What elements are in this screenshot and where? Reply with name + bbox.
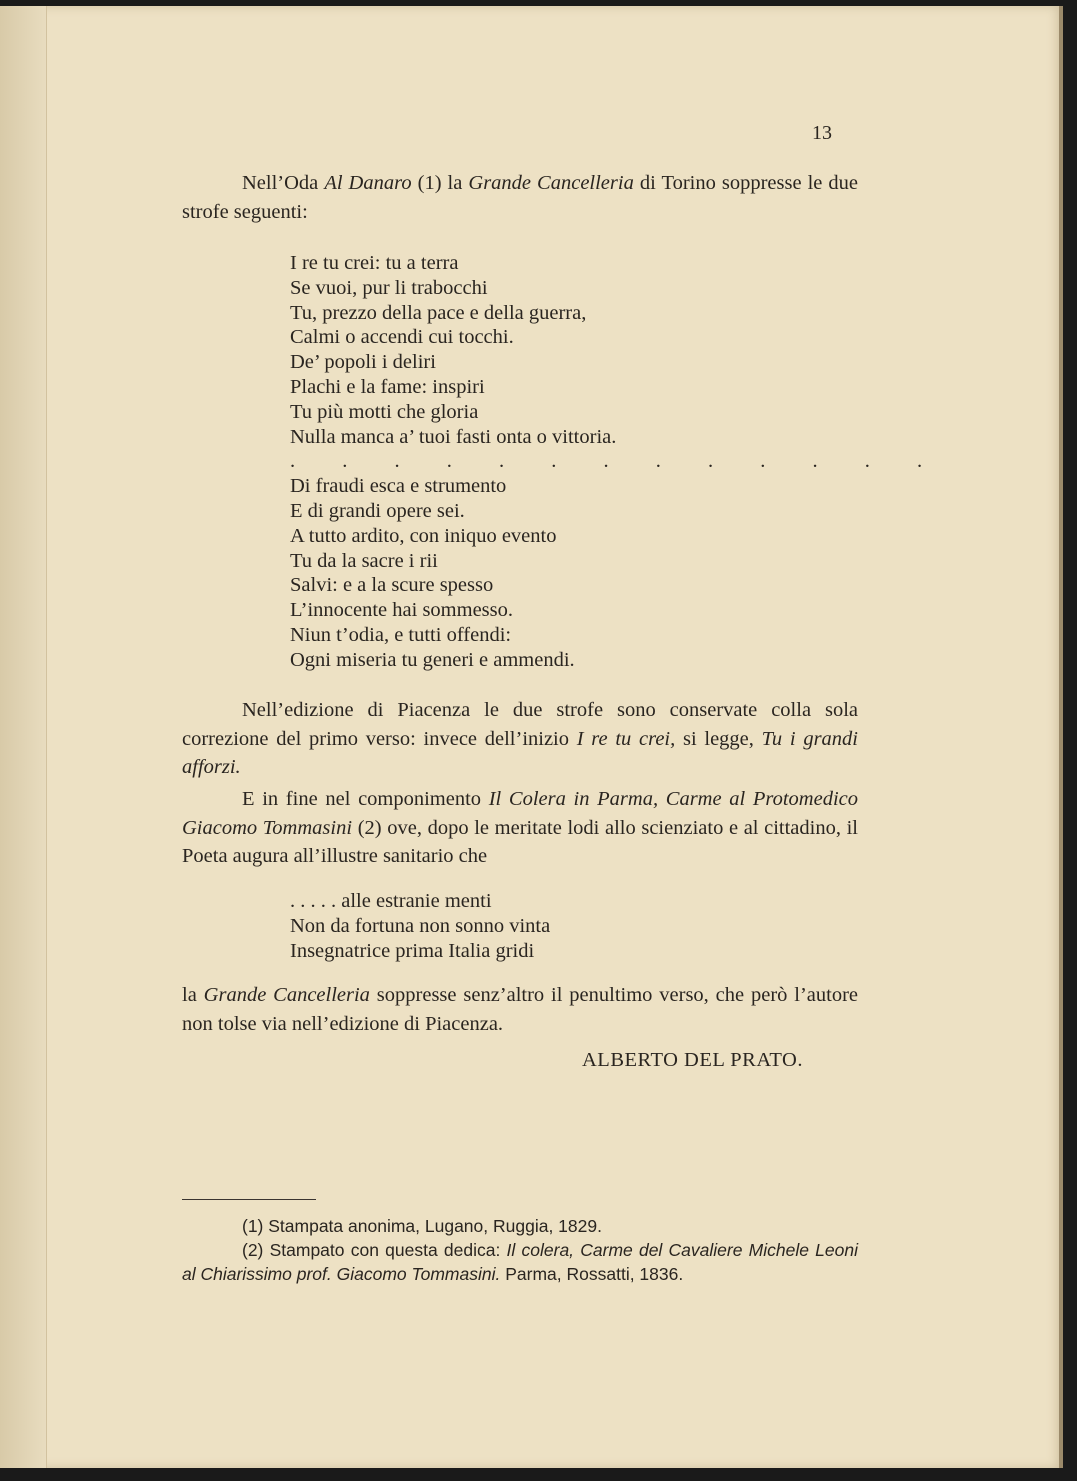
verse-line: L’innocente hai sommesso. — [290, 599, 513, 622]
footnote2-dedication: Il colera, Carme del Cavaliere Michele Leoni al Chiarissimo prof. Giacomo Tommasini. — [182, 1240, 858, 1284]
verse-stanza-3 — [290, 889, 550, 963]
binding-gutter — [0, 6, 47, 1468]
footnote-divider — [182, 1199, 316, 1200]
verse-line: Tu, prezzo della pace e della guerra, — [290, 301, 587, 324]
paragraph-closing — [182, 981, 858, 1038]
para2-a: Nell’edizione di Piacenza le due strofe sono conservate colla sola correzione del primo verso: invece dell’inizio — [182, 699, 858, 750]
page-edge — [1059, 6, 1063, 1468]
para4-a: la — [182, 984, 197, 1006]
verse-line: Se vuoi, pur li trabocchi — [290, 276, 488, 299]
paragraph-colera — [182, 785, 858, 871]
footnote-2 — [182, 1239, 858, 1286]
para3-a: E in fine nel componimento — [242, 788, 482, 810]
intro-paragraph — [182, 169, 858, 226]
verse-stanza-1 — [290, 251, 943, 673]
verse-line: Insegnatrice prima Italia gridi — [290, 939, 535, 962]
verse-line: E di grandi opere sei. — [290, 499, 465, 522]
intro-e: di Torino soppresse le due strofe seguenti: — [182, 172, 859, 223]
verse-line: Di fraudi esca e strumento — [290, 475, 507, 498]
para2-quote-1: I re tu crei, — [576, 727, 676, 750]
page — [0, 6, 1063, 1468]
para2-c: si legge, — [682, 727, 754, 750]
footnote2-a: (2) Stampato con questa dedica: — [242, 1240, 501, 1260]
verse-line: Tu più motti che gloria — [290, 400, 479, 423]
verse-line: Nulla manca a’ tuoi fasti onta o vittoria. — [290, 425, 617, 448]
verse-line: A tutto ardito, con iniquo evento — [290, 524, 557, 547]
para3-title: Il Colera in Parma, Carme al Protomedico Giacomo Tommasini — [182, 788, 858, 839]
para4-c: soppresse senz’altro il penultimo verso, che però l’autore non tolse via nell’edizione di Piacenza. — [182, 984, 858, 1035]
footnote-1: (1) Stampata anonima, Lugano, Ruggia, 1829. — [242, 1216, 602, 1236]
verse-line: I re tu crei: tu a terra — [290, 252, 459, 274]
intro-institution: Grande Cancelleria — [468, 172, 634, 194]
author-signature: ALBERTO DEL PRATO. — [582, 1049, 803, 1071]
para3-c: (2) ove, dopo le meritate lodi allo scienziato e al cittadino, il Poeta augura all’illustre sanitario che — [182, 816, 859, 867]
footnote2-c: Parma, Rossatti, 1836. — [505, 1263, 684, 1284]
verse-line: Salvi: e a la scure spesso — [290, 574, 494, 597]
paragraph-edition — [182, 696, 858, 782]
intro-c: (1) la — [417, 172, 463, 194]
verse-line: Non da fortuna non sonno vinta — [290, 914, 551, 937]
intro-a: Nell’Oda — [242, 172, 319, 194]
verse-line: Calmi o accendi cui tocchi. — [290, 326, 514, 349]
verse-line: Niun t’odia, e tutti offendi: — [290, 623, 512, 646]
verse-line: Ogni miseria tu generi e ammendi. — [290, 648, 575, 671]
para2-quote-2: Tu i grandi afforzi. — [182, 727, 858, 778]
verse-line: . . . . . alle estranie menti — [290, 890, 492, 912]
verse-line: Plachi e la fame: inspiri — [290, 375, 485, 398]
verse-line: Tu da la sacre i rii — [290, 549, 438, 572]
ellipsis-line: . . . . . . . . . . . . . — [290, 450, 944, 473]
intro-title: Al Danaro — [324, 172, 412, 194]
verse-line: De’ popoli i deliri — [290, 351, 436, 374]
para4-institution: Grande Cancelleria — [203, 984, 370, 1006]
page-number: 13 — [812, 122, 832, 144]
